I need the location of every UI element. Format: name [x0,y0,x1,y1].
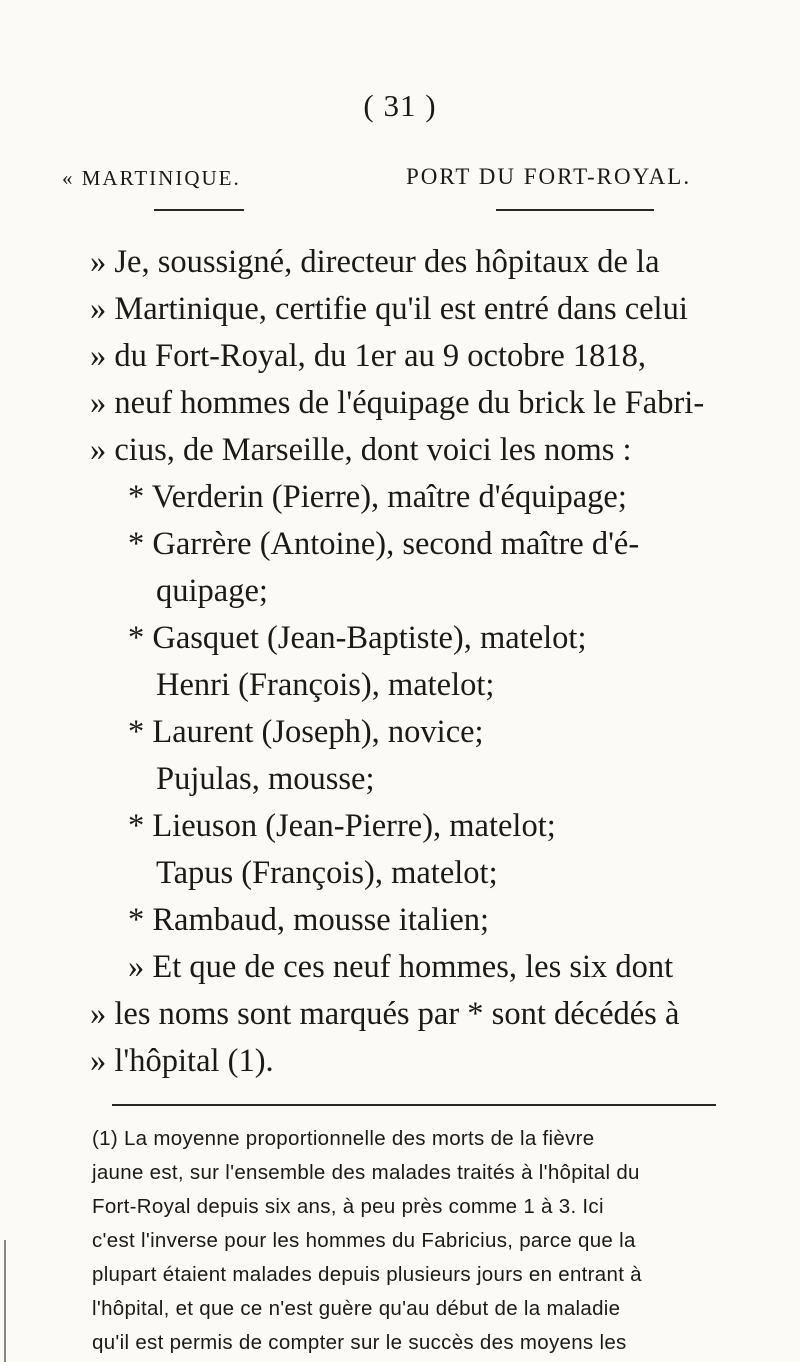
body-line: » neuf hommes de l'équipage du brick le Fabri- [90,385,705,421]
body-line: » Et que de ces neuf hommes, les six dont [128,949,674,985]
body-line: » l'hôpital (1). [90,1043,274,1079]
footnote-line: qu'il est permis de compter sur le succès des moyens les [92,1331,627,1354]
crew-entry: Henri (François), matelot; [156,667,495,703]
body-line: » cius, de Marseille, dont voici les noms : [90,432,632,468]
body-line: » Martinique, certifie qu'il est entré dans celui [90,291,688,327]
crew-entry: Pujulas, mousse; [156,761,375,797]
page-number: ( 31 ) [363,88,437,123]
crew-entry: * Lieuson (Jean-Pierre), matelot; [128,808,556,844]
footnote-separator [112,1104,716,1106]
footnote-line: plupart étaient malades depuis plusieurs jours en entrant à [92,1263,642,1286]
footnote-line: jaune est, sur l'ensemble des malades traités à l'hôpital du [92,1161,640,1184]
footnote-line: c'est l'inverse pour les hommes du Fabricius, parce que la [92,1229,636,1252]
crew-entry: * Garrère (Antoine), second maître d'é- [128,526,640,562]
running-header-right: PORT DU FORT-ROYAL. [406,164,692,189]
body-line: » les noms sont marqués par * sont décédés à [90,996,680,1032]
header-rule-right [496,209,654,211]
crew-entry-continued: quipage; [156,573,268,609]
crew-entry: * Verderin (Pierre), maître d'équipage; [128,479,627,515]
footnote-line: l'hôpital, et que ce n'est guère qu'au début de la maladie [92,1297,621,1320]
running-header-left: « MARTINIQUE. [62,166,241,190]
body-line: » Je, soussigné, directeur des hôpitaux de la [90,244,660,280]
header-rule-left [154,209,244,211]
crew-entry: Tapus (François), matelot; [156,855,498,891]
page-edge-shadow [4,1240,6,1362]
footnote-line: Fort-Royal depuis six ans, à peu près comme 1 à 3. Ici [92,1195,604,1218]
crew-entry: * Gasquet (Jean-Baptiste), matelot; [128,620,587,656]
crew-entry: * Laurent (Joseph), novice; [128,714,484,750]
body-line: » du Fort-Royal, du 1er au 9 octobre 1818, [90,338,647,374]
crew-entry: * Rambaud, mousse italien; [128,902,490,938]
footnote-line: (1) La moyenne proportionnelle des morts de la fièvre [92,1127,595,1150]
